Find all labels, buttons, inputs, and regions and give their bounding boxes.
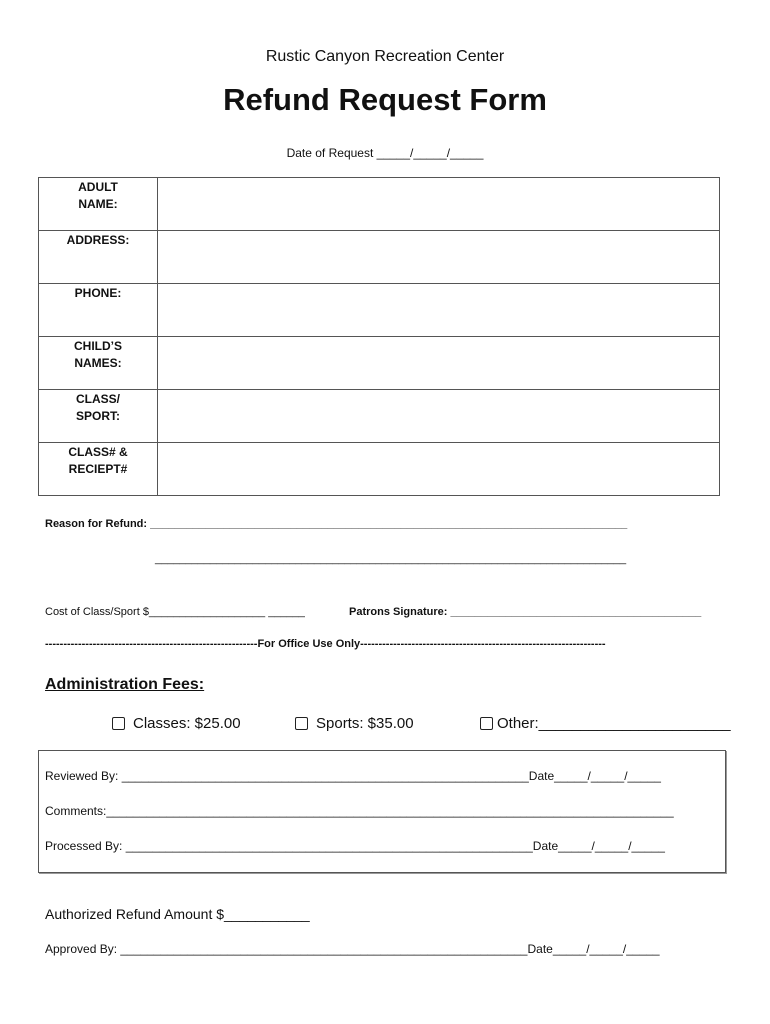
office-use-divider: ----------------------------------------------------------For Office Use Only------------------------------------------------------------------- <box>45 638 606 650</box>
sports-fee-option[interactable] <box>295 715 414 732</box>
class-receipt-field[interactable] <box>158 443 720 496</box>
reviewed-by-field[interactable]: Reviewed By: _____________________________________________________________Date_____/_____/_____ <box>45 769 661 783</box>
table-row <box>39 390 720 443</box>
patron-signature-field[interactable]: Patrons Signature: _________________________________________ <box>349 606 702 618</box>
cost-of-class-field[interactable]: Cost of Class/Sport $___________________ ______ <box>45 606 305 618</box>
adult-name-field[interactable] <box>158 178 720 231</box>
date-of-request-field[interactable]: Date of Request _____/_____/_____ <box>286 146 484 160</box>
class-receipt-label: CLASS# & RECIEPT# <box>39 443 158 496</box>
classes-fee-label: Classes: $25.00 <box>133 715 241 732</box>
class-sport-field[interactable] <box>158 390 720 443</box>
table-row <box>39 337 720 390</box>
class-sport-label: CLASS/ SPORT: <box>39 390 158 443</box>
childs-names-field[interactable] <box>158 337 720 390</box>
reason-for-refund-field[interactable]: Reason for Refund: ______________________________________________________________________________ <box>45 518 628 530</box>
organization-name: Rustic Canyon Recreation Center <box>265 48 505 65</box>
address-label: ADDRESS: <box>39 231 158 284</box>
table-row <box>39 178 720 231</box>
administration-fees-heading: Administration Fees: <box>45 676 205 693</box>
classes-fee-option[interactable] <box>112 715 241 732</box>
other-fee-label: Other:_______________________ <box>497 715 731 732</box>
page-title: Refund Request Form <box>223 82 547 117</box>
checkbox-icon[interactable] <box>480 717 493 730</box>
table-row <box>39 443 720 496</box>
comments-field[interactable]: Comments:_____________________________________________________________________________________ <box>45 804 674 818</box>
checkbox-icon[interactable] <box>295 717 308 730</box>
phone-field[interactable] <box>158 284 720 337</box>
sports-fee-label: Sports: $35.00 <box>316 715 414 732</box>
processed-by-field[interactable]: Processed By: _____________________________________________________________Date_____/_____/_____ <box>45 839 665 853</box>
approved-by-field[interactable]: Approved By: _____________________________________________________________Date_____/_____/_____ <box>45 942 660 956</box>
applicant-info-table <box>38 177 720 496</box>
table-row <box>39 231 720 284</box>
table-row <box>39 284 720 337</box>
phone-label: PHONE: <box>39 284 158 337</box>
address-field[interactable] <box>158 231 720 284</box>
authorized-refund-amount-field[interactable]: Authorized Refund Amount $___________ <box>45 906 310 922</box>
childs-names-label: CHILD’S NAMES: <box>39 337 158 390</box>
checkbox-icon[interactable] <box>112 717 125 730</box>
reason-for-refund-line-2[interactable]: _____________________________________________________________________________ <box>155 553 627 565</box>
adult-name-label: ADULT NAME: <box>39 178 158 231</box>
other-fee-option[interactable] <box>480 715 731 732</box>
